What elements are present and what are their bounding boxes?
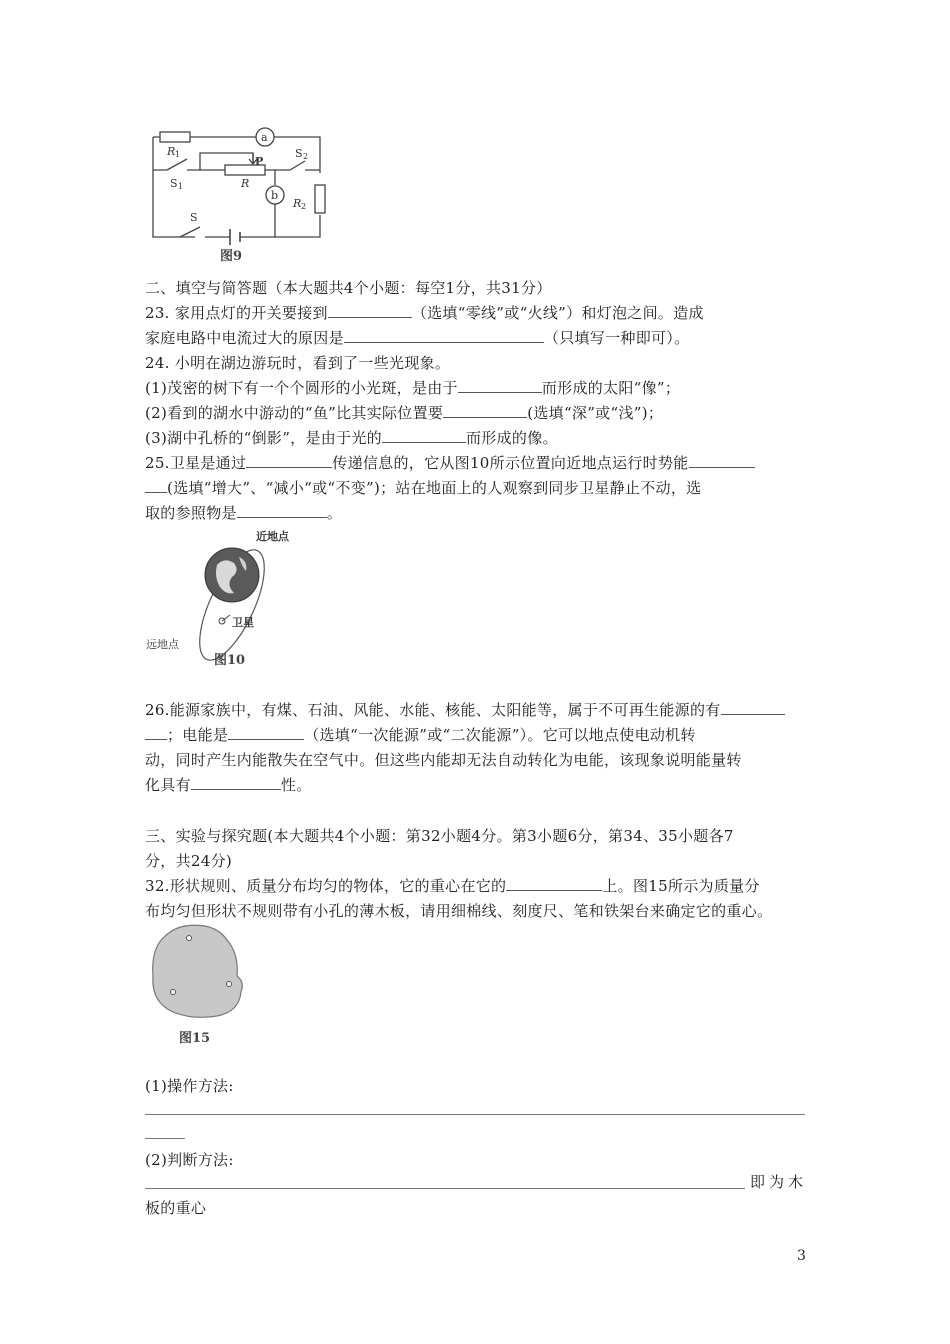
label-s: S — [190, 211, 198, 224]
answer-blank[interactable] — [721, 700, 785, 715]
question-32-part-1-label: (1)操作方法: — [145, 1077, 234, 1095]
question-25-line-1: 25.卫星是通过 传递信息的，它从图10所示位置向近地点运行时势能 — [145, 453, 755, 473]
question-24-part-1: (1)茂密的树下有一个个圆形的小光斑，是由于 而形成的太阳“像”； — [145, 379, 681, 397]
answer-line-continued[interactable] — [145, 1138, 185, 1139]
answer-line[interactable] — [145, 1114, 805, 1115]
label-r1-sub: 1 — [175, 150, 181, 159]
answer-blank[interactable] — [382, 428, 466, 443]
figure-9-caption: 图9 — [220, 249, 243, 264]
answer-line[interactable] — [145, 1188, 745, 1189]
board-hole — [171, 990, 176, 995]
label-r2-sub: 2 — [301, 202, 307, 211]
answer-blank[interactable] — [191, 775, 281, 790]
label-r1: R — [167, 145, 176, 158]
board-hole — [187, 936, 192, 941]
label-s1-sub: 1 — [178, 182, 184, 191]
far-point-label: 远地点 — [146, 638, 179, 651]
question-23-line-1: 23. 家用点灯的开关要接到 （选填“零线”或“火线”）和灯泡之间。造成 — [145, 304, 704, 322]
resistor-r2 — [315, 185, 325, 213]
switch-s — [180, 227, 200, 237]
satellite-label: 卫星 — [232, 616, 254, 629]
resistor-r1 — [160, 132, 190, 142]
label-r2: R — [293, 197, 302, 210]
answer-blank[interactable] — [246, 453, 332, 468]
label-s2-sub: 2 — [303, 152, 309, 161]
question-32-part-2-end: 板的重心 — [145, 1199, 207, 1217]
question-24-part-2: (2)看到的湖水中游动的“鱼”比其实际位置要 (选填“深”或“浅”)； — [145, 404, 664, 422]
board-hole — [227, 982, 232, 987]
answer-blank[interactable] — [344, 328, 544, 343]
figure-9-circuit — [145, 125, 330, 265]
figure-10-caption: 图10 — [214, 653, 246, 668]
section-3-heading-line-2: 分，共24分) — [145, 852, 233, 870]
answer-blank[interactable] — [689, 453, 755, 468]
answer-blank-continued[interactable] — [145, 725, 167, 740]
question-23-line-2: 家庭电路中电流过大的原因是 （只填写一种即可）。 — [145, 329, 690, 347]
figure-10-satellite-orbit — [142, 527, 312, 672]
page-number: 3 — [797, 1248, 806, 1264]
answer-blank[interactable] — [506, 876, 602, 891]
question-32-part-2-label: (2)判断方法: — [145, 1151, 234, 1169]
figure-15-caption: 图15 — [179, 1031, 211, 1046]
question-26-line-4: 化具有 性。 — [145, 776, 312, 794]
irregular-board — [153, 925, 243, 1017]
near-point-label: 近地点 — [256, 530, 289, 543]
question-26-line-1: 26.能源家族中，有煤、石油、风能、水能、核能、太阳能等，属于不可再生能源的有 — [145, 700, 785, 720]
question-32-line-1: 32.形状规则、质量分布均匀的物体，它的重心在它的 上。图15所示为质量分 — [145, 877, 760, 895]
answer-blank[interactable] — [237, 503, 327, 518]
label-a: a — [261, 131, 268, 144]
section-2-heading: 二、填空与简答题（本大题共4个小题：每空1分，共31分） — [145, 279, 552, 297]
label-b: b — [271, 189, 279, 202]
label-r: R — [241, 177, 250, 190]
question-26-line-2: ；电能是 （选填“一次能源”或“二次能源”）。它可以地点使电动机转 — [145, 725, 696, 745]
switch-s2 — [275, 161, 320, 170]
question-25-line-3: 取的参照物是 。 — [145, 504, 343, 522]
battery — [230, 229, 240, 245]
label-s1: S — [170, 177, 178, 190]
question-32-part-2-tail: 即为木 — [750, 1173, 808, 1191]
label-p: P — [255, 155, 264, 168]
answer-blank[interactable] — [228, 725, 304, 740]
answer-blank-continued[interactable] — [145, 478, 167, 493]
answer-blank[interactable] — [458, 378, 542, 393]
question-32-line-2: 布均匀但形状不规则带有小孔的薄木板，请用细棉线、刻度尺、笔和铁架台来确定它的重心。 — [145, 902, 773, 920]
answer-blank[interactable] — [443, 403, 527, 418]
label-s2: S — [295, 147, 303, 160]
question-24-part-3: (3)湖中孔桥的“倒影”，是由于光的 而形成的像。 — [145, 429, 558, 447]
question-26-line-3: 动，同时产生内能散失在空气中。但这些内能却无法自动转化为电能，该现象说明能量转 — [145, 751, 742, 769]
figure-15-board — [145, 920, 255, 1050]
section-3-heading-line-1: 三、实验与探究题(本大题共4个小题：第32小题4分。第3小题6分，第34、35小题各7 — [145, 827, 734, 845]
question-25-line-2: (选填“增大”、“减小“或“不变”)；站在地面上的人观察到同步卫星静止不动，选 — [145, 478, 701, 498]
question-24-stem: 24. 小明在湖边游玩时，看到了一些光现象。 — [145, 354, 451, 372]
answer-blank[interactable] — [328, 303, 412, 318]
